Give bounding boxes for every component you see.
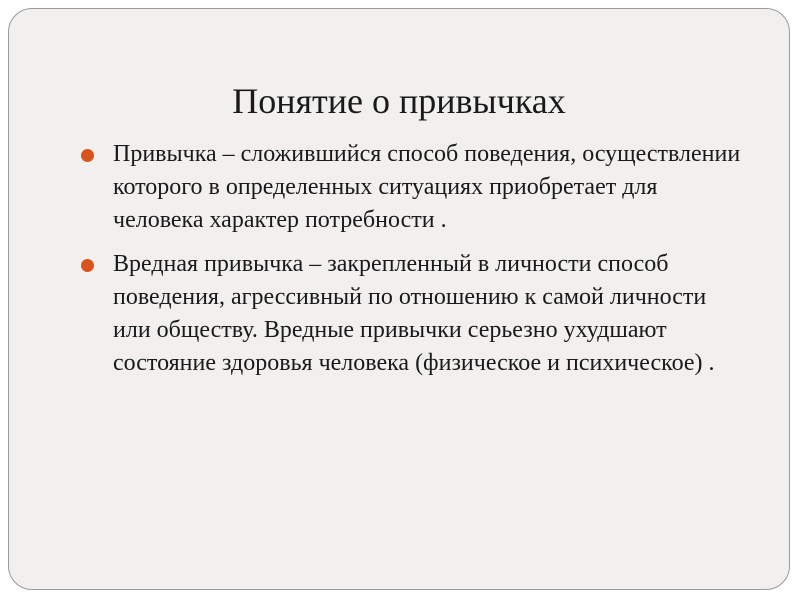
bullet-dot-icon — [81, 149, 94, 162]
bullet-text: Вредная привычка – закрепленный в личности способ поведения, агрессивный по отношению к самой личности или обществу. Вредные привычки серьезно ухудшают состояние здоровья человека (физическое и психическое) . — [113, 251, 715, 376]
bullet-item-bad-habit — [81, 248, 741, 380]
bullet-item-habit — [81, 138, 741, 237]
slide — [8, 8, 790, 590]
bullet-list — [81, 138, 741, 391]
bullet-text: Привычка – сложившийся способ поведения, осуществлении которого в определенных ситуациях приобретает для человека характер потребности . — [113, 141, 741, 233]
bullet-dot-icon — [81, 259, 94, 272]
slide-title: Понятие о привычках — [232, 81, 566, 121]
